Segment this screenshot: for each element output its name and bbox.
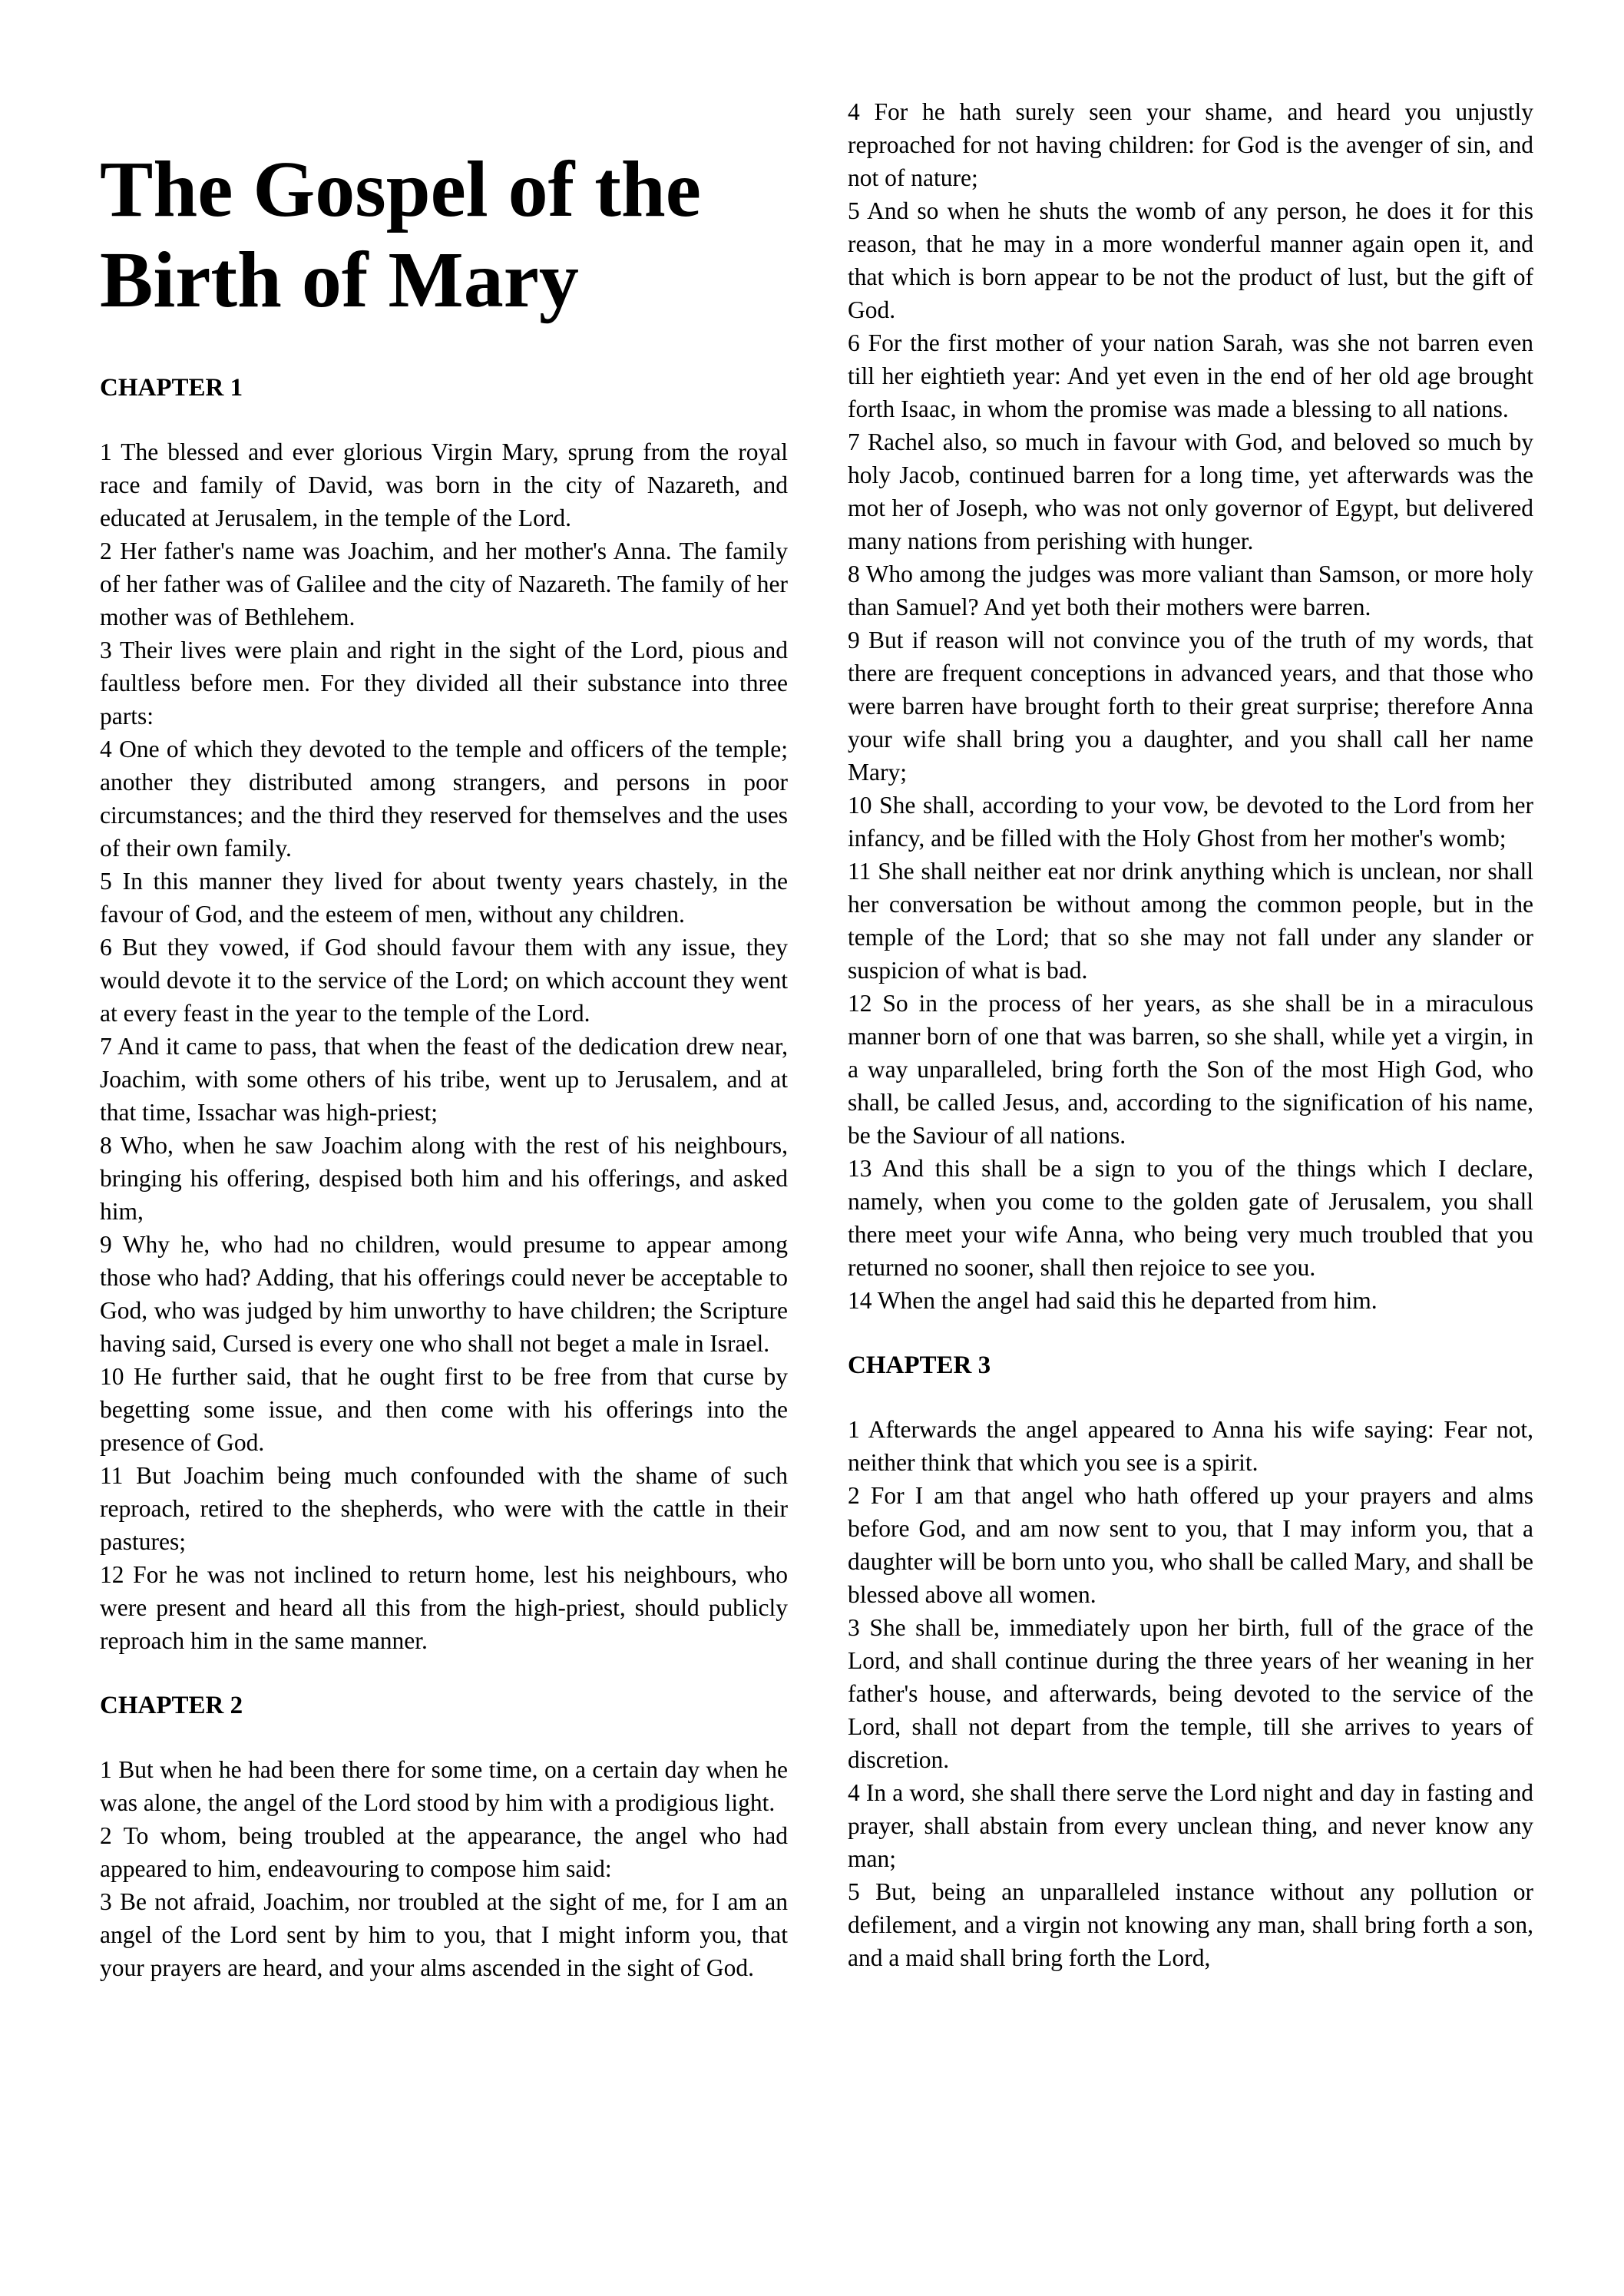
- verse: 9 Why he, who had no children, would presume to appear among those who had? Adding, that his offerings could never be acceptable to God, who was judged by him unworthy to have children; the Scripture having said, Cursed is every one who shall not beget a male in Israel.: [100, 1231, 788, 1357]
- left-column: [100, 92, 788, 2016]
- verse: 7 Rachel also, so much in favour with God, and beloved so much by holy Jacob, continued barren for a long time, yet afterwards was the mot her of Joseph, who was not only governor of Egypt, but delivered many nations from perishing with hunger.: [848, 428, 1533, 554]
- verse: 12 So in the process of her years, as she shall be in a miraculous manner born of one that was barren, so she shall, while yet a virgin, in a way unparalleled, bring forth the Son of the most High God, who shall, be called Jesus, and, according to the signification of his name, be the Saviour of all nations.: [848, 990, 1533, 1149]
- verse: 11 But Joachim being much confounded with the shame of such reproach, retired to the shepherds, who were with the cattle in their pastures;: [100, 1462, 788, 1555]
- verse: 2 For I am that angel who hath offered up your prayers and alms before God, and am now sent to you, that I may inform you, that a daughter will be born unto you, who shall be called Mary, and shall be blessed above all women.: [848, 1482, 1533, 1608]
- verse: 1 Afterwards the angel appeared to Anna his wife saying: Fear not, neither think that which you see is a spirit.: [848, 1416, 1533, 1476]
- chapter-2-verses-right: [848, 95, 1533, 1317]
- verse: 2 Her father's name was Joachim, and her mother's Anna. The family of her father was of Galilee and the city of Nazareth. The family of her mother was of Bethlehem.: [100, 538, 788, 630]
- verse: 14 When the angel had said this he departed from him.: [848, 1287, 1378, 1314]
- chapter-3-heading: CHAPTER 3: [848, 1351, 991, 1379]
- verse: 1 The blessed and ever glorious Virgin Mary, sprung from the royal race and family of David, was born in the city of Nazareth, and educated at Jerusalem, in the temple of the Lord.: [100, 438, 788, 531]
- chapter-2-heading: CHAPTER 2: [100, 1692, 243, 1719]
- verse: 12 For he was not inclined to return home, lest his neighbours, who were present and heard all this from the high-priest, should publicly reproach him in the same manner.: [100, 1561, 788, 1654]
- verse: 2 To whom, being troubled at the appearance, the angel who had appeared to him, endeavouring to compose him said:: [100, 1822, 788, 1882]
- verse: 5 In this manner they lived for about twenty years chastely, in the favour of God, and the esteem of men, without any children.: [100, 868, 788, 928]
- page-title: The Gospel of the Birth of Mary: [100, 145, 701, 324]
- verse: 3 Their lives were plain and right in the sight of the Lord, pious and faultless before men. For they divided all their substance into three parts:: [100, 637, 788, 729]
- chapter-3-verses: [848, 1413, 1533, 1974]
- right-column: [848, 95, 1533, 2007]
- verse: 5 And so when he shuts the womb of any person, he does it for this reason, that he may in a more wonderful manner again open it, and that which is born appear to be not the product of lust, but the gift of God.: [848, 197, 1533, 323]
- chapter-2-verses-left: [100, 1753, 788, 1984]
- verse: 3 She shall be, immediately upon her birth, full of the grace of the Lord, and shall continue during the three years of her weaning in her father's house, and afterwards, being devoted to the service of the Lord, shall not depart from the temple, till she arrives to years of discretion.: [848, 1614, 1533, 1773]
- verse: 6 For the first mother of your nation Sarah, was she not barren even till her eightieth year: And yet even in the end of her old age brought forth Isaac, in whom the promise was made a blessing to all nations.: [848, 329, 1533, 422]
- verse: 4 One of which they devoted to the temple and officers of the temple; another they distributed among strangers, and persons in poor circumstances; and the third they reserved for themselves and the uses of their own family.: [100, 736, 788, 862]
- verse: 5 But, being an unparalleled instance without any pollution or defilement, and a virgin not knowing any man, shall bring forth a son, and a maid shall bring forth the Lord,: [848, 1878, 1533, 1971]
- chapter-1-verses: [100, 435, 788, 1657]
- verse: 10 She shall, according to your vow, be devoted to the Lord from her infancy, and be filled with the Holy Ghost from her mother's womb;: [848, 792, 1533, 852]
- verse: 1 But when he had been there for some time, on a certain day when he was alone, the angel of the Lord stood by him with a prodigious light.: [100, 1756, 788, 1816]
- verse: 7 And it came to pass, that when the feast of the dedication drew near, Joachim, with some others of his tribe, went up to Jerusalem, and at that time, Issachar was high-priest;: [100, 1033, 788, 1126]
- verse: 3 Be not afraid, Joachim, nor troubled at the sight of me, for I am an angel of the Lord sent by him to you, that I might inform you, that your prayers are heard, and your alms ascended in the sight of God.: [100, 1888, 788, 1981]
- verse: 11 She shall neither eat nor drink anything which is unclean, nor shall her conversation be without among the common people, but in the temple of the Lord; that so she may not fall under any slander or suspicion of what is bad.: [848, 858, 1533, 984]
- verse: 8 Who, when he saw Joachim along with the rest of his neighbours, bringing his offering, despised both him and his offerings, and asked him,: [100, 1132, 788, 1225]
- verse: 10 He further said, that he ought first to be free from that curse by begetting some issue, and then come with his offerings into the presence of God.: [100, 1363, 788, 1456]
- verse: 8 Who among the judges was more valiant than Samson, or more holy than Samuel? And yet both their mothers were barren.: [848, 561, 1533, 620]
- verse: 4 In a word, she shall there serve the Lord night and day in fasting and prayer, shall abstain from every unclean thing, and never know any man;: [848, 1779, 1533, 1872]
- chapter-1-heading: CHAPTER 1: [100, 374, 243, 402]
- verse: 6 But they vowed, if God should favour them with any issue, they would devote it to the service of the Lord; on which account they went at every feast in the year to the temple of the Lord.: [100, 934, 788, 1027]
- verse: 13 And this shall be a sign to you of the things which I declare, namely, when you come to the golden gate of Jerusalem, you shall there meet your wife Anna, who being very much troubled that you returned no sooner, shall then rejoice to see you.: [848, 1155, 1533, 1281]
- verse: 9 But if reason will not convince you of the truth of my words, that there are frequent conceptions in advanced years, and that those who were barren have brought forth to their great surprise; therefore Anna your wife shall bring you a daughter, and you shall call her name Mary;: [848, 627, 1533, 786]
- verse: 4 For he hath surely seen your shame, and heard you unjustly reproached for not having children: for God is the avenger of sin, and not of nature;: [848, 98, 1533, 191]
